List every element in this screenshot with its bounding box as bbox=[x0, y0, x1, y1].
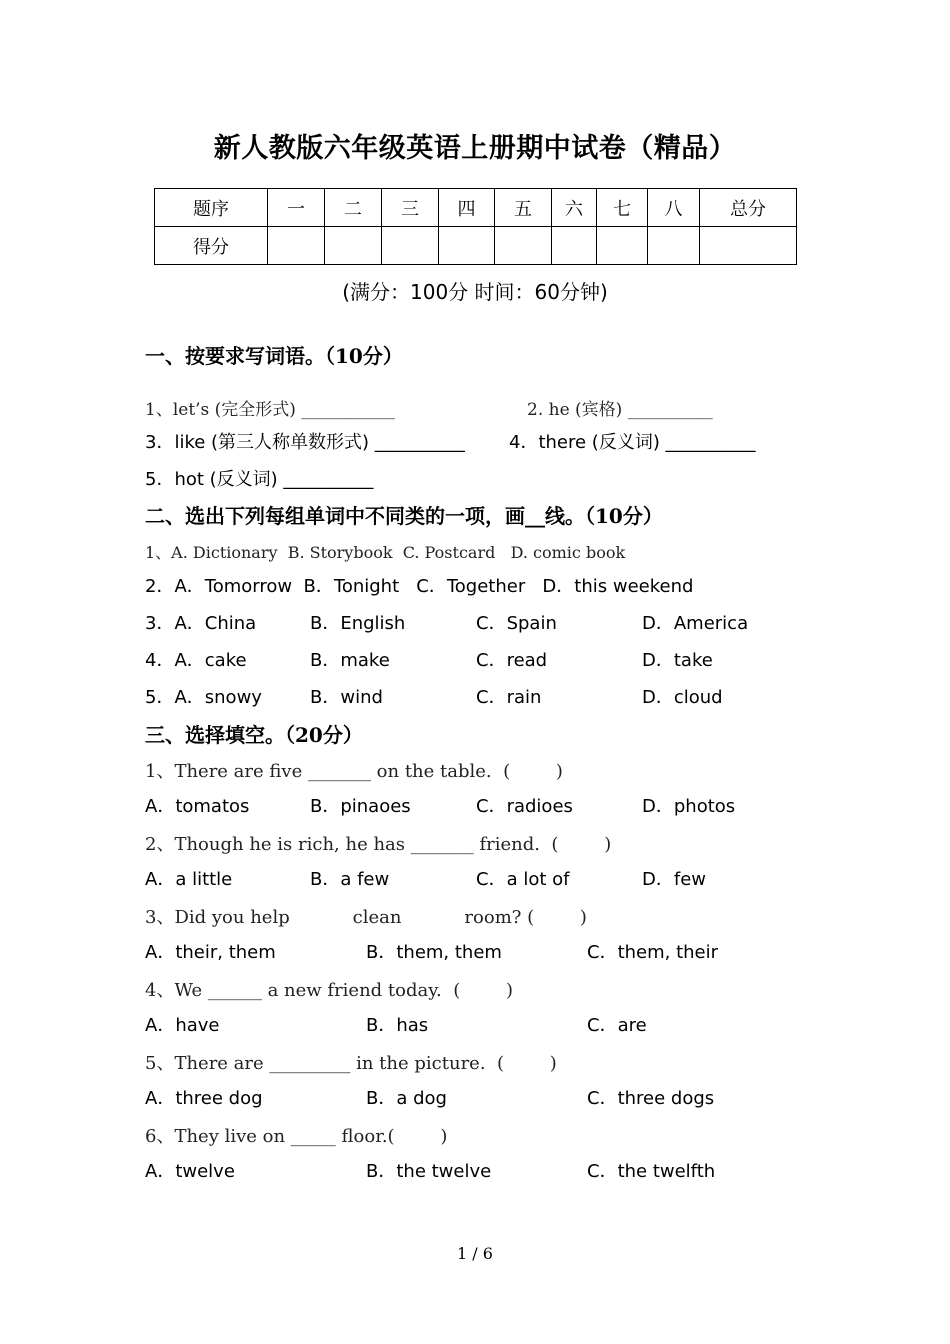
option: 5．A．snowy bbox=[145, 687, 262, 708]
header-cell: 四 bbox=[439, 189, 495, 227]
score-cell[interactable] bbox=[552, 227, 597, 265]
option: D．few bbox=[642, 869, 706, 890]
option: B．a few bbox=[310, 869, 390, 890]
row-label: 得分 bbox=[155, 227, 268, 265]
score-cell[interactable] bbox=[325, 227, 382, 265]
section3-q6: 6、They live on _____ floor.( ) bbox=[145, 1126, 448, 1147]
option: D．photos bbox=[642, 796, 736, 817]
header-cell: 八 bbox=[648, 189, 700, 227]
section1-q3: 3．like (第三人称单数形式) __________ bbox=[145, 432, 465, 453]
page-title: 新人教版六年级英语上册期中试卷（精品） bbox=[213, 133, 737, 164]
section3-q3: 3、Did you help clean room? ( ) bbox=[145, 907, 587, 928]
header-cell: 三 bbox=[382, 189, 439, 227]
section1-heading: 一、按要求写词语。（10分） bbox=[145, 344, 403, 368]
option: C．three dogs bbox=[587, 1088, 715, 1109]
option: A．a little bbox=[145, 869, 233, 890]
option: C．the twelfth bbox=[587, 1161, 716, 1182]
score-cell[interactable] bbox=[700, 227, 797, 265]
header-cell: 五 bbox=[495, 189, 552, 227]
option: B．make bbox=[310, 650, 390, 671]
page-number: 1 / 6 bbox=[457, 1244, 493, 1263]
section1-q5: 5．hot (反义词) __________ bbox=[145, 469, 374, 490]
option: D．America bbox=[642, 613, 749, 634]
full-score-info: (满分：100分 时间：60分钟) bbox=[342, 280, 608, 304]
option: B．has bbox=[366, 1015, 429, 1036]
option: A．three dog bbox=[145, 1088, 263, 1109]
score-table bbox=[154, 188, 797, 265]
section3-q1: 1、There are five _______ on the table. ( ) bbox=[145, 761, 563, 782]
score-cell[interactable] bbox=[439, 227, 495, 265]
option: A．have bbox=[145, 1015, 220, 1036]
section1-q4: 4．there (反义词) __________ bbox=[509, 432, 756, 453]
option: C．a lot of bbox=[476, 869, 570, 890]
section2-q1: 1、A. Dictionary B. Storybook C. Postcard D. comic book bbox=[145, 543, 626, 562]
score-cell[interactable] bbox=[597, 227, 648, 265]
score-table-score-row bbox=[155, 227, 797, 265]
option: B．English bbox=[310, 613, 406, 634]
option: D．cloud bbox=[642, 687, 723, 708]
section3-q4: 4、We ______ a new friend today. ( ) bbox=[145, 980, 514, 1001]
option: 3．A．China bbox=[145, 613, 257, 634]
score-cell[interactable] bbox=[495, 227, 552, 265]
option: C．radioes bbox=[476, 796, 573, 817]
section1-q2: 2. he (宾格) __________ bbox=[527, 400, 713, 420]
option: 4．A．cake bbox=[145, 650, 247, 671]
header-cell: 二 bbox=[325, 189, 382, 227]
score-table-header-row bbox=[155, 189, 797, 227]
option: C．Spain bbox=[476, 613, 557, 634]
score-cell[interactable] bbox=[648, 227, 700, 265]
option: B．a dog bbox=[366, 1088, 447, 1109]
header-cell: 六 bbox=[552, 189, 597, 227]
option: C．them, their bbox=[587, 942, 719, 963]
score-cell[interactable] bbox=[382, 227, 439, 265]
option: C．read bbox=[476, 650, 548, 671]
option: B．pinaoes bbox=[310, 796, 411, 817]
section3-heading: 三、选择填空。（20分） bbox=[145, 723, 363, 747]
section2-heading: 二、选出下列每组单词中不同类的一项，画__线。（10分） bbox=[145, 504, 663, 528]
option: B．wind bbox=[310, 687, 383, 708]
header-cell: 总分 bbox=[700, 189, 797, 227]
header-cell: 题序 bbox=[155, 189, 268, 227]
option: B．the twelve bbox=[366, 1161, 492, 1182]
section2-q2: 2．A．Tomorrow B．Tonight C．Together D．this weekend bbox=[145, 576, 694, 597]
option: D．take bbox=[642, 650, 713, 671]
section3-q5: 5、There are _________ in the picture. ( ) bbox=[145, 1053, 557, 1074]
score-cell[interactable] bbox=[268, 227, 325, 265]
option: B．them, them bbox=[366, 942, 502, 963]
option: A．twelve bbox=[145, 1161, 235, 1182]
option: C．are bbox=[587, 1015, 647, 1036]
option: A．their, them bbox=[145, 942, 276, 963]
option: C．rain bbox=[476, 687, 542, 708]
header-cell: 七 bbox=[597, 189, 648, 227]
section3-q2: 2、Though he is rich, he has _______ friend. ( ) bbox=[145, 834, 612, 855]
section1-q1: 1、let’s (完全形式) ___________ bbox=[145, 400, 395, 420]
header-cell: 一 bbox=[268, 189, 325, 227]
option: A．tomatos bbox=[145, 796, 250, 817]
